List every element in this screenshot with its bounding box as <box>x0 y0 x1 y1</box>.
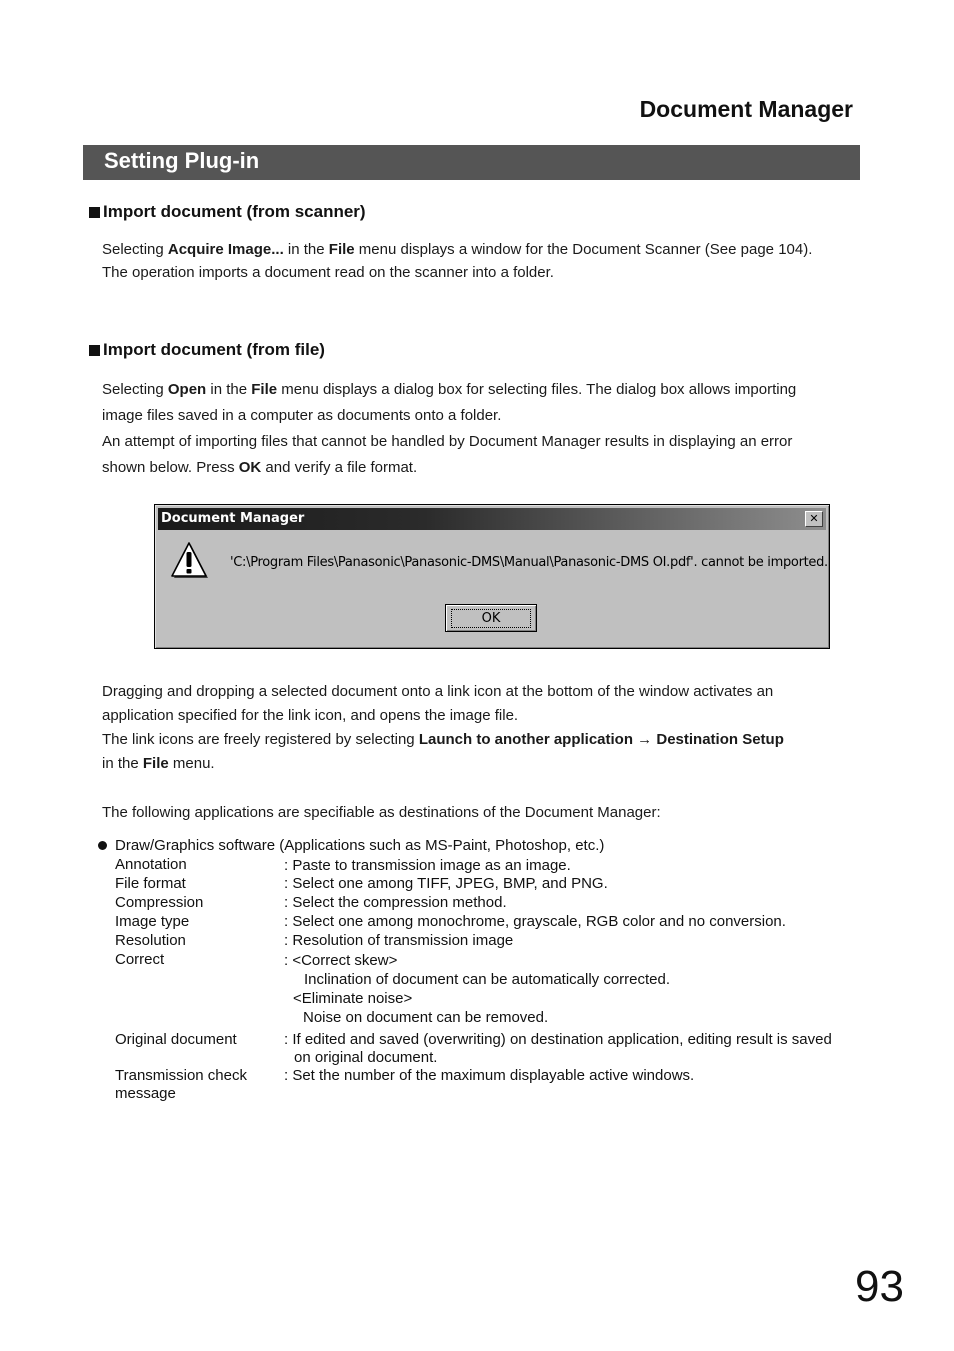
close-icon: ✕ <box>809 512 819 525</box>
square-bullet-icon <box>89 345 100 356</box>
ok-button[interactable]: OK <box>445 604 537 632</box>
table-row: Original document : If edited and saved (overwriting) on destination application, editing result is saved on original document. <box>115 1031 832 1066</box>
square-bullet-icon <box>89 207 100 218</box>
round-bullet-icon <box>98 841 107 850</box>
error-dialog <box>154 504 830 649</box>
scanner-heading: Import document (from scanner) <box>89 202 366 222</box>
table-row: Annotation : Paste to transmission image as an image. <box>115 856 571 874</box>
header-title: Document Manager <box>639 96 853 122</box>
table-row: Resolution : Resolution of transmission image <box>115 932 514 949</box>
dialog-message: 'C:\Program Files\Panasonic\Panasonic-DMS\Manual\Panasonic-DMS OI.pdf'. cannot be imported. <box>230 555 828 570</box>
page-number: 93 <box>855 1262 904 1311</box>
destinations-intro: The following applications are specifiable as destinations of the Document Manager: <box>102 804 661 821</box>
table-row: Transmission check message : Set the number of the maximum displayable active windows. <box>115 1067 695 1102</box>
table-row: Correct : <Correct skew> Inclination of document can be automatically corrected. <Eliminate noise> Noise on document can be removed. <box>115 951 671 1026</box>
destinations-table <box>115 856 885 1103</box>
dialog-titlebar <box>158 508 826 530</box>
file-paragraph: Selecting Open in the File menu displays a dialog box for selecting files. The dialog box allows importing image files saved in a computer as documents onto a folder. An attempt of importing files that cannot be handled by Document Manager results in displaying an error shown below. Press OK and verify a file format. <box>102 381 797 476</box>
section-title-bar <box>83 145 860 180</box>
warning-icon <box>169 542 209 582</box>
file-heading: Import document (from file) <box>89 340 325 360</box>
table-row: File format : Select one among TIFF, JPEG, BMP, and PNG. <box>115 875 608 892</box>
arrow-icon: → <box>633 731 657 748</box>
table-row: Compression : Select the compression method. <box>115 894 507 911</box>
destinations-bullet: Draw/Graphics software (Applications such as MS-Paint, Photoshop, etc.) <box>98 837 604 854</box>
close-button[interactable] <box>805 511 823 527</box>
scanner-paragraph: Selecting Acquire Image... in the File menu displays a window for the Document Scanner (See page 104). The operation imports a document read on the scanner into a folder. <box>102 241 813 281</box>
dialog-title: Document Manager <box>161 511 305 526</box>
table-row: Image type : Select one among monochrome, grayscale, RGB color and no conversion. <box>115 913 786 930</box>
section-title: Setting Plug-in <box>104 148 260 173</box>
drag-paragraph: Dragging and dropping a selected document onto a link icon at the bottom of the window activates an application specified for the link icon, and opens the image file. The link icons are freely registered by selecting Launch to another application → Destination Setup in the File menu. <box>102 683 784 772</box>
